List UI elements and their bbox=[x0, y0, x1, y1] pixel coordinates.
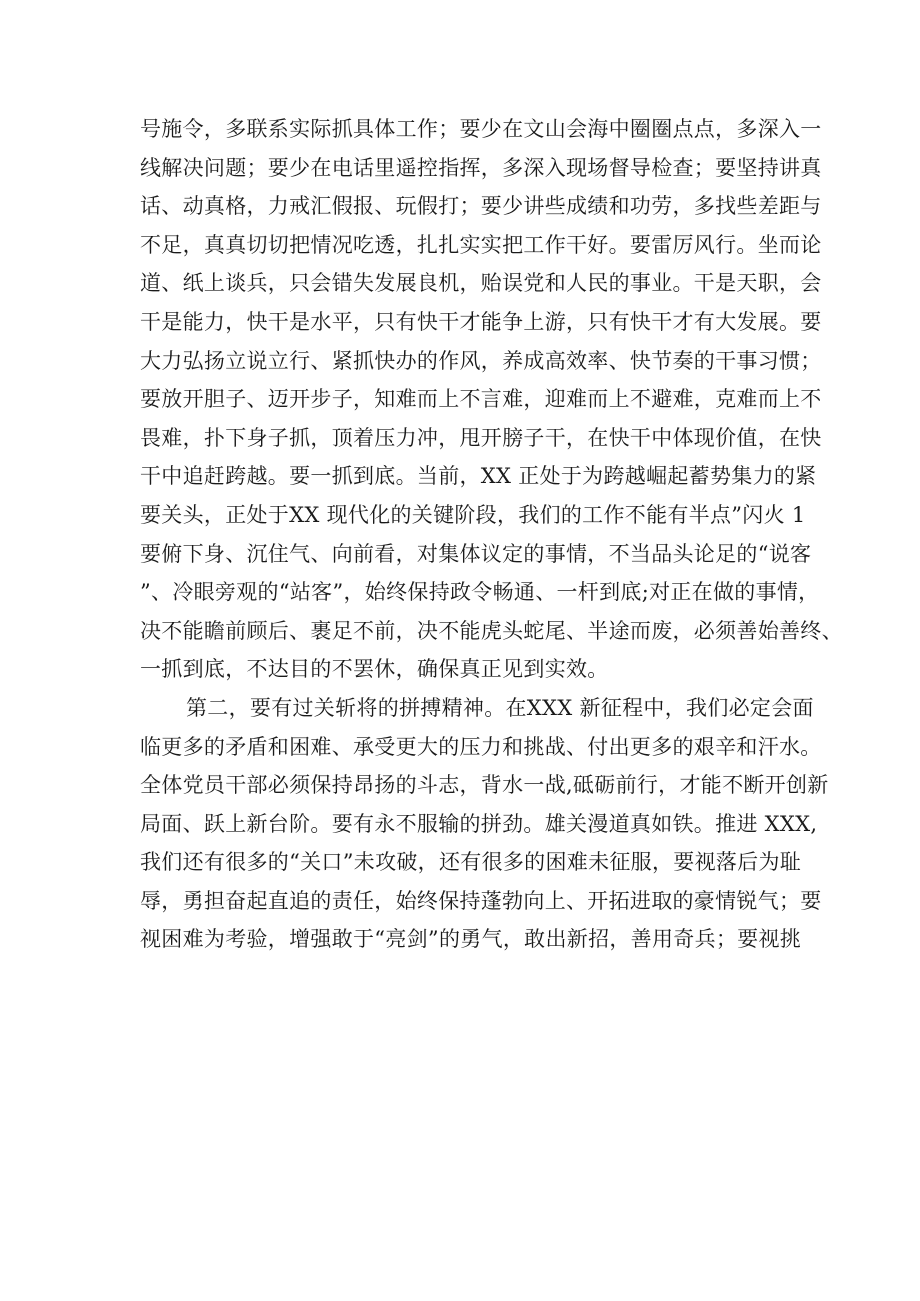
text-line: 决不能瞻前顾后、裹足不前，决不能虎头蛇尾、半途而废，必须善始善终、 bbox=[140, 618, 843, 643]
text-line: 号施令，多联系实际抓具体工作；要少在文山会海中圈圈点点，多深入一 bbox=[140, 117, 822, 141]
text-line: 大力弘扬立说立行、紧抓快办的作风，养成高效率、快节奏的干事习惯； bbox=[140, 348, 822, 373]
text-line: 一抓到底，不达目的不罢休，确保真正见到实效。 bbox=[140, 657, 609, 682]
paragraph-1 bbox=[140, 110, 843, 689]
text-line: 不足，真真切切把情况吃透，扎扎实实把工作干好。要雷厉风行。坐而论 bbox=[140, 232, 822, 257]
text-line: 第二，要有过关斩将的拼搏精神。在XXX 新征程中，我们必定会面 bbox=[186, 695, 814, 720]
text-line: 我们还有很多的“关口”未攻破，还有很多的困难未征服，要视落后为耻 bbox=[140, 850, 802, 875]
text-line: 要放开胆子、迈开步子，知难而上不言难，迎难而上不避难，克难而上不 bbox=[140, 387, 822, 412]
paragraph-2 bbox=[140, 689, 829, 959]
text-line: 线解决问题；要少在电话里遥控指挥，多深入现场督导检查；要坚持讲真 bbox=[140, 155, 822, 180]
document-body bbox=[140, 110, 843, 959]
text-line: 干中追赶跨越。要一抓到底。当前，XX 正处于为跨越崛起蓄势集力的紧 bbox=[140, 464, 817, 489]
text-line: 视困难为考验，增强敢于“亮剑”的勇气，敢出新招，善用奇兵；要视挑 bbox=[140, 927, 802, 952]
text-line: 要俯下身、沉住气、向前看，对集体议定的事情，不当品头论足的“说客 bbox=[140, 541, 812, 566]
text-line: 局面、跃上新台阶。要有永不服输的拼劲。雄关漫道真如铁。推进 XXX, bbox=[140, 811, 818, 836]
text-line: 话、动真格，力戒汇假报、玩假打；要少讲些成绩和功劳，多找些差距与 bbox=[140, 194, 822, 219]
text-line: 畏难，扑下身子抓，顶着压力冲，甩开膀子干，在快干中体现价值，在快 bbox=[140, 425, 822, 450]
text-line: ”、冷眼旁观的“站客”，始终保持政令畅通、一杆到底;对正在做的事情， bbox=[140, 580, 820, 605]
text-line: 辱，勇担奋起直追的责任，始终保持蓬勃向上、开拓进取的豪情锐气；要 bbox=[140, 888, 822, 913]
text-line: 临更多的矛盾和困难、承受更大的压力和挑战、付出更多的艰辛和汗水。 bbox=[140, 734, 822, 759]
text-line: 全体党员干部必须保持昂扬的斗志，背水一战,砥砺前行，才能不断开创新 bbox=[140, 773, 829, 798]
text-line: 干是能力，快干是水平，只有快干才能争上游，只有快干才有大发展。要 bbox=[140, 309, 822, 334]
text-line: 道、纸上谈兵，只会错失发展良机，贻误党和人民的事业。干是天职，会 bbox=[140, 271, 822, 296]
text-line: 要关头，正处于XX 现代化的关键阶段，我们的工作不能有半点”闪火 1 bbox=[140, 502, 806, 527]
